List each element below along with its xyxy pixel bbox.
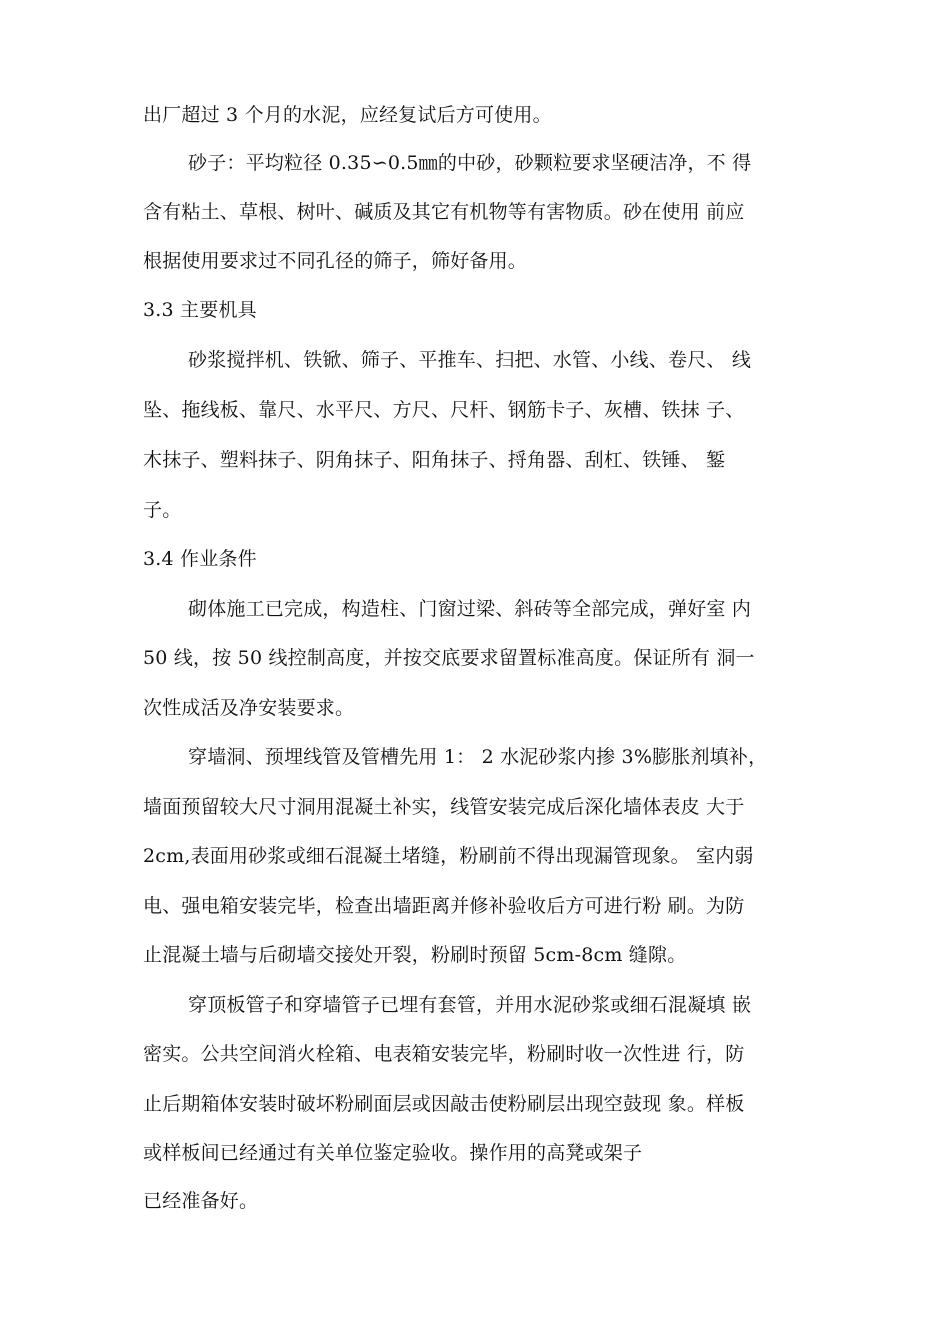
text-line-4: 根据使用要求过不同孔径的筛子，筛好备用。 xyxy=(143,250,528,272)
text-line-23: 已经准备好。 xyxy=(143,1190,259,1212)
text-line-7: 坠、拖线板、靠尺、水平尺、方尺、尺杆、钢筋卡子、灰槽、铁抹 子、 xyxy=(143,399,745,421)
text-line-17: 电、强电箱安装完毕，检查出墙距离并修补验收后方可进行粉 刷。为防 xyxy=(143,895,745,917)
text-line-14: 穿墙洞、预埋线管及管槽先用 1： 2 水泥砂浆内掺 3%膨胀剂填补， xyxy=(188,746,768,768)
text-line-3: 含有粘土、草根、树叶、碱质及其它有机物等有害物质。砂在使用 前应 xyxy=(143,201,745,223)
text-line-16: 2cm,表面用砂浆或细石混凝土堵缝，粉刷前不得出现漏管现象。 室内弱 xyxy=(143,845,754,867)
text-line-18: 止混凝土墙与后砌墙交接处开裂，粉刷时预留 5cm-8cm 缝隙。 xyxy=(143,944,687,966)
text-line-2: 砂子：平均粒径 0.35∽0.5㎜的中砂，砂颗粒要求坚硬洁净，不 得 xyxy=(188,152,752,174)
text-line-11: 砌体施工已完成，构造柱、门窗过梁、斜砖等全部完成，弹好室 内 xyxy=(188,598,752,620)
text-line-22: 或样板间已经通过有关单位鉴定验收。操作用的高凳或架子 xyxy=(143,1142,643,1164)
text-line-12: 50 线，按 50 线控制高度，并按交底要求留置标准高度。保证所有 洞一 xyxy=(143,647,755,669)
text-line-20: 密实。公共空间消火栓箱、电表箱安装完毕，粉刷时收一次性进 行，防 xyxy=(143,1043,745,1065)
text-line-8: 木抹子、塑料抹子、阴角抹子、阳角抹子、捋角器、刮杠、铁锤、 錾 xyxy=(143,449,726,471)
text-line-19: 穿顶板管子和穿墙管子已埋有套管，并用水泥砂浆或细石混凝填 嵌 xyxy=(188,994,752,1016)
text-line-9: 子。 xyxy=(143,499,182,521)
text-line-1: 出厂超过 3 个月的水泥，应经复试后方可使用。 xyxy=(143,104,552,126)
section-heading-3-3: 3.3 主要机具 xyxy=(143,299,257,321)
section-heading-3-4: 3.4 作业条件 xyxy=(143,548,257,570)
text-line-6: 砂浆搅拌机、铁锨、筛子、平推车、扫把、水管、小线、卷尺、 线 xyxy=(188,349,752,371)
text-line-21: 止后期箱体安装时破坏粉刷面层或因敲击使粉刷层出现空鼓现 象。样板 xyxy=(143,1093,745,1115)
text-line-13: 次性成活及净安装要求。 xyxy=(143,697,355,719)
text-line-15: 墙面预留较大尺寸洞用混凝土补实，线管安装完成后深化墙体表皮 大于 xyxy=(143,796,745,818)
